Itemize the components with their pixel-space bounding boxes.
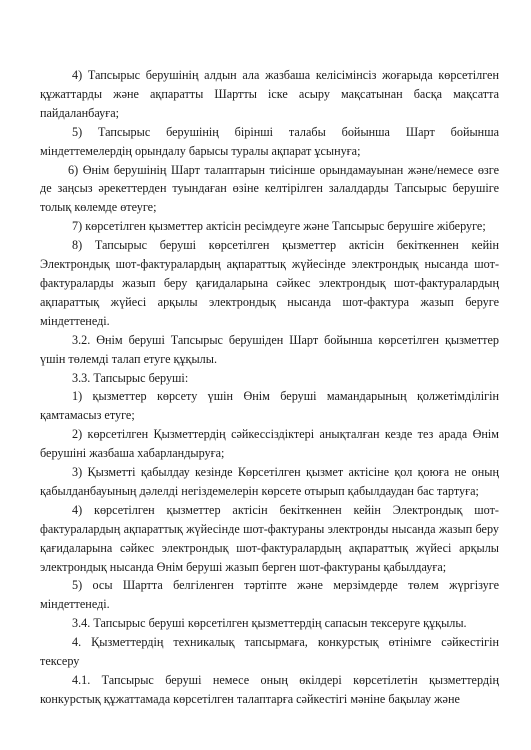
- paragraph: 3.4. Тапсырыс беруші көрсетілген қызметтердің сапасын тексеруге құқылы.: [72, 616, 467, 631]
- paragraph: 6) Өнім берушінің Шарт талаптарын тиісінше орындамауынан және/немесе өзге де заңсыз әрекеттерден туындаған өзіне келтірілген залалдарды Тапсырыс берушіге толық көлемде өтеуге;: [40, 162, 499, 215]
- paragraph: 3.2. Өнім беруші Тапсырыс берушіден Шарт бойынша көрсетілген қызметтер үшін төлемді талап етуге құқылы.: [40, 332, 499, 366]
- paragraph: 5) Тапсырыс берушінің бірінші талабы бойынша Шарт бойынша міндеттемелердің орындалу барысы туралы ақпарат ұсынуға;: [40, 124, 499, 158]
- paragraph: 4) көрсетілген қызметтер актісін бекіткеннен кейін Электрондық шот-фактуралардың ақпараттық жүйесінде шот-фактураны электронды нысанда жазып беру қағидаларына сәйкес электрондық шот-фактуралардың ақпараттық жүйесі арқылы электрондық нысанда Өнім беруші жазып берген шот-фактураны қабылдауға;: [40, 502, 499, 574]
- paragraph: 8) Тапсырыс беруші көрсетілген қызметтер актісін бекіткеннен кейін Электрондық шот-фактуралардың ақпараттық жүйесінде электрондық нысанда шот-фактураларды жазып беру қағидаларына сәйкес электрондық шот-фактуралардың ақпараттық жүйесі арқылы электрондық нысанда шот-фактура жазып беруге міндеттенеді.: [40, 238, 499, 328]
- paragraph: 4) Тапсырыс берушінің алдын ала жазбаша келісімінсіз жоғарыда көрсетілген құжаттарды және ақпаратты Шартты іске асыру мақсатынан басқа мақсатта пайдаланбауға;: [40, 68, 499, 120]
- paragraph: 3.3. Тапсырыс беруші:: [72, 370, 189, 385]
- paragraph: 5) осы Шартта белгіленген тәртіпте және мерзімдерде төлем жүргізуге міндеттенеді.: [40, 578, 499, 612]
- paragraph: 1) қызметтер көрсету үшін Өнім беруші мамандарының қолжетімділігін қамтамасыз етуге;: [40, 389, 499, 423]
- section-heading: 4. Қызметтердің техникалық тапсырмаға, конкурстық өтінімге сәйкестігін тексеру: [40, 635, 499, 669]
- paragraph: 7) көрсетілген қызметтер актісін ресімдеуге және Тапсырыс берушіге жіберуге;: [72, 219, 486, 234]
- paragraph: 2) көрсетілген Қызметтердің сәйкессіздіктері анықталған кезде тез арада Өнім берушіні жазбаша хабарландыруға;: [40, 427, 499, 461]
- paragraph: 4.1. Тапсырыс беруші немесе оның өкілдері көрсетілетін қызметтердің конкурстық құжаттамада көрсетілген талаптарға сәйкестігі мәніне бақылау және: [40, 673, 499, 706]
- paragraph: 3) Қызметті қабылдау кезінде Көрсетілген қызмет актісіне қол қоюға не оның қабылданбауының дәлелді негіздемелерін көрсете отырып қабылдаудан бас тартуға;: [40, 465, 499, 498]
